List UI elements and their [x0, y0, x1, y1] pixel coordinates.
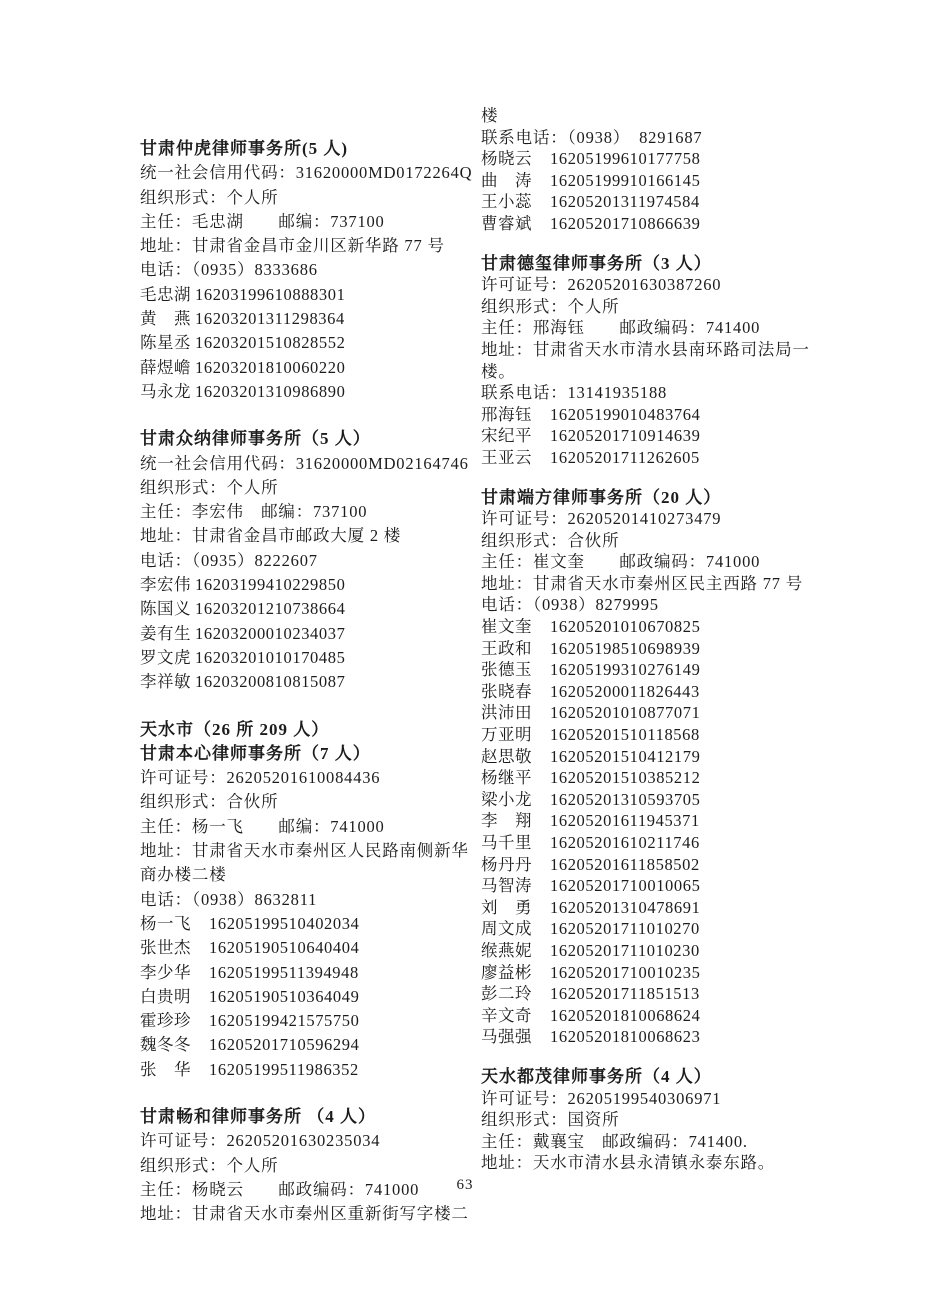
info-line: 组织形式：合伙所 [481, 530, 620, 550]
lawyer-id: 16205201611858502 [550, 854, 700, 874]
info-line: 组织形式：个人所 [140, 187, 279, 207]
lawyer-id: 16205201711010230 [550, 940, 700, 960]
lawyer-name: 张德玉 [481, 660, 532, 680]
lawyer-name: 黄 燕 [140, 309, 191, 329]
firm-block [481, 487, 851, 1048]
lawyer-id: 16203200810815087 [195, 672, 346, 692]
lawyer-name: 罗文虎 [140, 647, 191, 667]
lawyer-name: 张世杰 [140, 938, 191, 958]
info-line: 地址：甘肃省金昌市邮政大厦 2 楼 [140, 526, 402, 546]
lawyer-list [481, 148, 851, 234]
firm-block [140, 718, 475, 1082]
lawyer-name: 马智涛 [481, 876, 532, 896]
lawyer-name: 彭二玲 [481, 984, 532, 1004]
firm-block [140, 1105, 475, 1226]
lawyer-id: 16205201310478691 [550, 897, 701, 917]
lawyer-id: 16205201010670825 [550, 617, 701, 637]
lawyer-id: 16205199310276149 [550, 660, 701, 680]
lawyer-row [140, 912, 475, 936]
lawyer-row [481, 724, 851, 746]
lawyer-row [140, 961, 475, 985]
lawyer-id: 16205201311974584 [550, 192, 700, 212]
lawyer-row [481, 962, 851, 984]
lawyer-row [481, 191, 851, 213]
lawyer-row [481, 810, 851, 832]
info-line: 主任：毛忠湖 邮编：737100 [140, 211, 385, 231]
lawyer-id: 16205198510698939 [550, 638, 701, 658]
lawyer-row [481, 659, 851, 681]
lawyer-row [140, 380, 475, 404]
firm-block-continuation [481, 105, 851, 235]
lawyer-id: 16205201710866639 [550, 213, 701, 233]
lawyer-row [140, 670, 475, 694]
lawyer-name: 李少华 [140, 962, 191, 982]
info-line: 电话：（0938）8279995 [481, 595, 659, 615]
lawyer-list [140, 283, 475, 404]
firm-title: 甘肃本心律师事务所（7 人） [140, 743, 371, 763]
info-line: 主任：杨一飞 邮编：741000 [140, 816, 385, 836]
lawyer-row [140, 1058, 475, 1082]
lawyer-id: 16205190510640404 [209, 938, 360, 958]
lawyer-row [140, 331, 475, 355]
lawyer-id: 16203201310986890 [195, 381, 346, 401]
lawyer-row [481, 1026, 851, 1048]
lawyer-id: 16203200010234037 [195, 623, 346, 643]
lawyer-name: 李宏伟 [140, 575, 191, 595]
lawyer-row [140, 597, 475, 621]
lawyer-row [481, 148, 851, 170]
info-line: 许可证号：26205199540306971 [481, 1088, 722, 1108]
info-line: 商办楼二楼 [140, 865, 227, 885]
lawyer-name: 张 华 [140, 1059, 191, 1079]
lawyer-name: 刘 勇 [481, 897, 532, 917]
lawyer-name: 姜有生 [140, 623, 191, 643]
lawyer-name: 王小蕊 [481, 192, 532, 212]
lawyer-row [481, 875, 851, 897]
lawyer-row [481, 616, 851, 638]
lawyer-row [140, 1009, 475, 1033]
lawyer-row [481, 681, 851, 703]
firm-block [140, 427, 475, 694]
lawyer-row [481, 983, 851, 1005]
lawyer-name: 曲 涛 [481, 170, 532, 190]
lawyer-name: 杨继平 [481, 768, 532, 788]
info-line: 地址：甘肃省天水市秦州区人民路南侧新华 [140, 841, 469, 861]
page-number: 63 [456, 1177, 474, 1193]
lawyer-id: 16205199511986352 [209, 1059, 359, 1079]
info-line: 主任：李宏伟 邮编：737100 [140, 502, 368, 522]
lawyer-id: 16205199510402034 [209, 913, 360, 933]
info-line: 许可证号：26205201630387260 [481, 275, 722, 295]
lawyer-row [481, 746, 851, 768]
lawyer-id: 16205190510364049 [209, 986, 360, 1006]
info-line: 电话：（0935）8333686 [140, 260, 318, 280]
lawyer-row [481, 854, 851, 876]
lawyer-id: 16203201510828552 [195, 333, 346, 353]
firm-title: 天水都茂律师事务所（4 人） [481, 1066, 712, 1086]
info-line: 许可证号：26205201630235034 [140, 1131, 381, 1151]
lawyer-row [481, 767, 851, 789]
info-line: 楼 [481, 106, 499, 125]
lawyer-row [481, 789, 851, 811]
lawyer-name: 杨晓云 [481, 149, 532, 169]
lawyer-id: 16205199910166145 [550, 170, 701, 190]
lawyer-name: 白贵明 [140, 986, 191, 1006]
info-line: 电话：（0935）8222607 [140, 550, 318, 570]
lawyer-row [140, 646, 475, 670]
lawyer-name: 梁小龙 [481, 789, 532, 809]
firm-block [481, 253, 851, 469]
lawyer-name: 缑燕妮 [481, 940, 532, 960]
lawyer-name: 马永龙 [140, 381, 191, 401]
lawyer-id: 16205201310593705 [550, 789, 701, 809]
lawyer-name: 李祥敏 [140, 672, 191, 692]
lawyer-row [481, 638, 851, 660]
info-line: 楼。 [481, 361, 516, 381]
info-line: 许可证号：26205201610084436 [140, 768, 381, 788]
lawyer-name: 赵思敬 [481, 746, 532, 766]
lawyer-name: 邢海钰 [481, 404, 532, 424]
lawyer-id: 16203201010170485 [195, 647, 346, 667]
lawyer-list [140, 573, 475, 694]
info-line: 组织形式：个人所 [481, 296, 620, 316]
info-line: 电话：（0938）8632811 [140, 889, 318, 909]
left-column [140, 137, 475, 1226]
lawyer-list [481, 616, 851, 1048]
lawyer-id: 16205201611945371 [550, 811, 700, 831]
firm-block [140, 137, 475, 404]
lawyer-id: 16205201710596294 [209, 1035, 360, 1055]
info-line: 主任：杨晓云 邮政编码：741000 [140, 1179, 420, 1199]
lawyer-list [481, 404, 851, 469]
lawyer-id: 16205201710010065 [550, 876, 701, 896]
info-line: 主任：邢海钰 邮政编码：741400 [481, 318, 761, 338]
info-line: 地址：甘肃省天水市秦州区民主西路 77 号 [481, 573, 804, 593]
lawyer-name: 陈星丞 [140, 333, 191, 353]
lawyer-name: 曹睿斌 [481, 213, 532, 233]
lawyer-id: 16203199410229850 [195, 575, 346, 595]
lawyer-id: 16205199010483764 [550, 404, 701, 424]
lawyer-row [140, 985, 475, 1009]
info-line: 地址：甘肃省金昌市金川区新华路 77 号 [140, 236, 445, 256]
lawyer-row [481, 447, 851, 469]
lawyer-row [481, 832, 851, 854]
lawyer-row [481, 425, 851, 447]
lawyer-id: 16205200011826443 [550, 681, 700, 701]
info-line: 统一社会信用代码：31620000MD02164746 [140, 453, 469, 473]
firm-title: 甘肃众纳律师事务所（5 人） [140, 429, 371, 449]
lawyer-name: 李 翔 [481, 811, 532, 831]
lawyer-name: 崔文奎 [481, 617, 532, 637]
firm-title: 甘肃仲虎律师事务所(5 人) [140, 139, 349, 158]
info-line: 主任：戴襄宝 邮政编码：741400. [481, 1131, 748, 1151]
lawyer-name: 万亚明 [481, 725, 532, 745]
info-line: 联系电话：13141935188 [481, 383, 668, 403]
region-header: 天水市（26 所 209 人） [140, 719, 330, 739]
lawyer-row [140, 1033, 475, 1057]
lawyer-row [140, 622, 475, 646]
lawyer-id: 16205201710010235 [550, 962, 701, 982]
firm-block [481, 1066, 851, 1174]
lawyer-name: 王政和 [481, 638, 532, 658]
lawyer-name: 魏冬冬 [140, 1035, 191, 1055]
lawyer-row [140, 283, 475, 307]
lawyer-row [481, 404, 851, 426]
lawyer-id: 16205201510118568 [550, 725, 700, 745]
lawyer-name: 马千里 [481, 833, 532, 852]
lawyer-id: 16205199511394948 [209, 962, 359, 982]
lawyer-name: 陈国义 [140, 599, 191, 619]
lawyer-name: 杨一飞 [140, 913, 191, 933]
lawyer-row [140, 307, 475, 331]
firm-title: 甘肃端方律师事务所（20 人） [481, 487, 722, 507]
lawyer-row [140, 573, 475, 597]
lawyer-id: 16205199610177758 [550, 149, 701, 169]
lawyer-id: 16205201711851513 [550, 984, 700, 1004]
lawyer-row [481, 918, 851, 940]
info-line: 联系电话：（0938） 8291687 [481, 127, 703, 147]
info-line: 组织形式：个人所 [140, 1155, 279, 1175]
lawyer-id: 16205201810068624 [550, 1005, 701, 1025]
lawyer-id: 16203201311298364 [195, 309, 345, 329]
lawyer-id: 16205201810068623 [550, 1027, 701, 1047]
info-line: 组织形式：国资所 [481, 1110, 620, 1130]
firm-title: 甘肃畅和律师事务所 （4 人） [140, 1106, 376, 1126]
lawyer-name: 薛煜嶦 [140, 357, 191, 377]
right-column [481, 105, 851, 1174]
lawyer-list [140, 912, 475, 1082]
lawyer-id: 16205201711010270 [550, 919, 700, 939]
info-line: 主任：崔文奎 邮政编码：741000 [481, 552, 761, 572]
lawyer-name: 霍珍珍 [140, 1011, 191, 1031]
lawyer-name: 马强强 [481, 1027, 532, 1047]
lawyer-row [140, 356, 475, 380]
lawyer-row [481, 1005, 851, 1027]
lawyer-id: 16205201610211746 [550, 833, 700, 852]
lawyer-name: 王亚云 [481, 447, 532, 467]
lawyer-name: 周文成 [481, 919, 532, 939]
lawyer-id: 16203199610888301 [195, 284, 346, 304]
lawyer-id: 16205201010877071 [550, 703, 701, 723]
lawyer-name: 杨丹丹 [481, 854, 532, 874]
info-line: 统一社会信用代码：31620000MD0172264Q [140, 163, 473, 183]
lawyer-name: 辛文奇 [481, 1005, 532, 1025]
lawyer-row [481, 213, 851, 235]
lawyer-id: 16203201810060220 [195, 357, 346, 377]
lawyer-name: 宋纪平 [481, 426, 532, 446]
info-line: 组织形式：合伙所 [140, 792, 279, 812]
lawyer-id: 16205199421575750 [209, 1011, 360, 1031]
lawyer-id: 16205201711262605 [550, 447, 700, 467]
lawyer-name: 洪沛田 [481, 703, 532, 723]
firm-title: 甘肃德玺律师事务所（3 人） [481, 253, 712, 273]
lawyer-id: 16205201510412179 [550, 746, 701, 766]
lawyer-row [140, 936, 475, 960]
lawyer-row [481, 897, 851, 919]
lawyer-name: 张晓春 [481, 681, 532, 701]
info-line: 组织形式：个人所 [140, 477, 279, 497]
lawyer-id: 16203201210738664 [195, 599, 346, 619]
info-line: 地址：天水市清水县永清镇永泰东路。 [481, 1153, 776, 1173]
lawyer-row [481, 702, 851, 724]
info-line: 地址：甘肃省天水市秦州区重新街写字楼二 [140, 1204, 469, 1224]
lawyer-name: 毛忠湖 [140, 284, 191, 304]
lawyer-row [481, 170, 851, 192]
info-line: 地址：甘肃省天水市清水县南环路司法局一 [481, 339, 810, 359]
lawyer-name: 廖益彬 [481, 962, 532, 982]
lawyer-id: 16205201510385212 [550, 768, 701, 788]
lawyer-row [481, 940, 851, 962]
info-line: 许可证号：26205201410273479 [481, 509, 722, 529]
lawyer-id: 16205201710914639 [550, 426, 701, 446]
